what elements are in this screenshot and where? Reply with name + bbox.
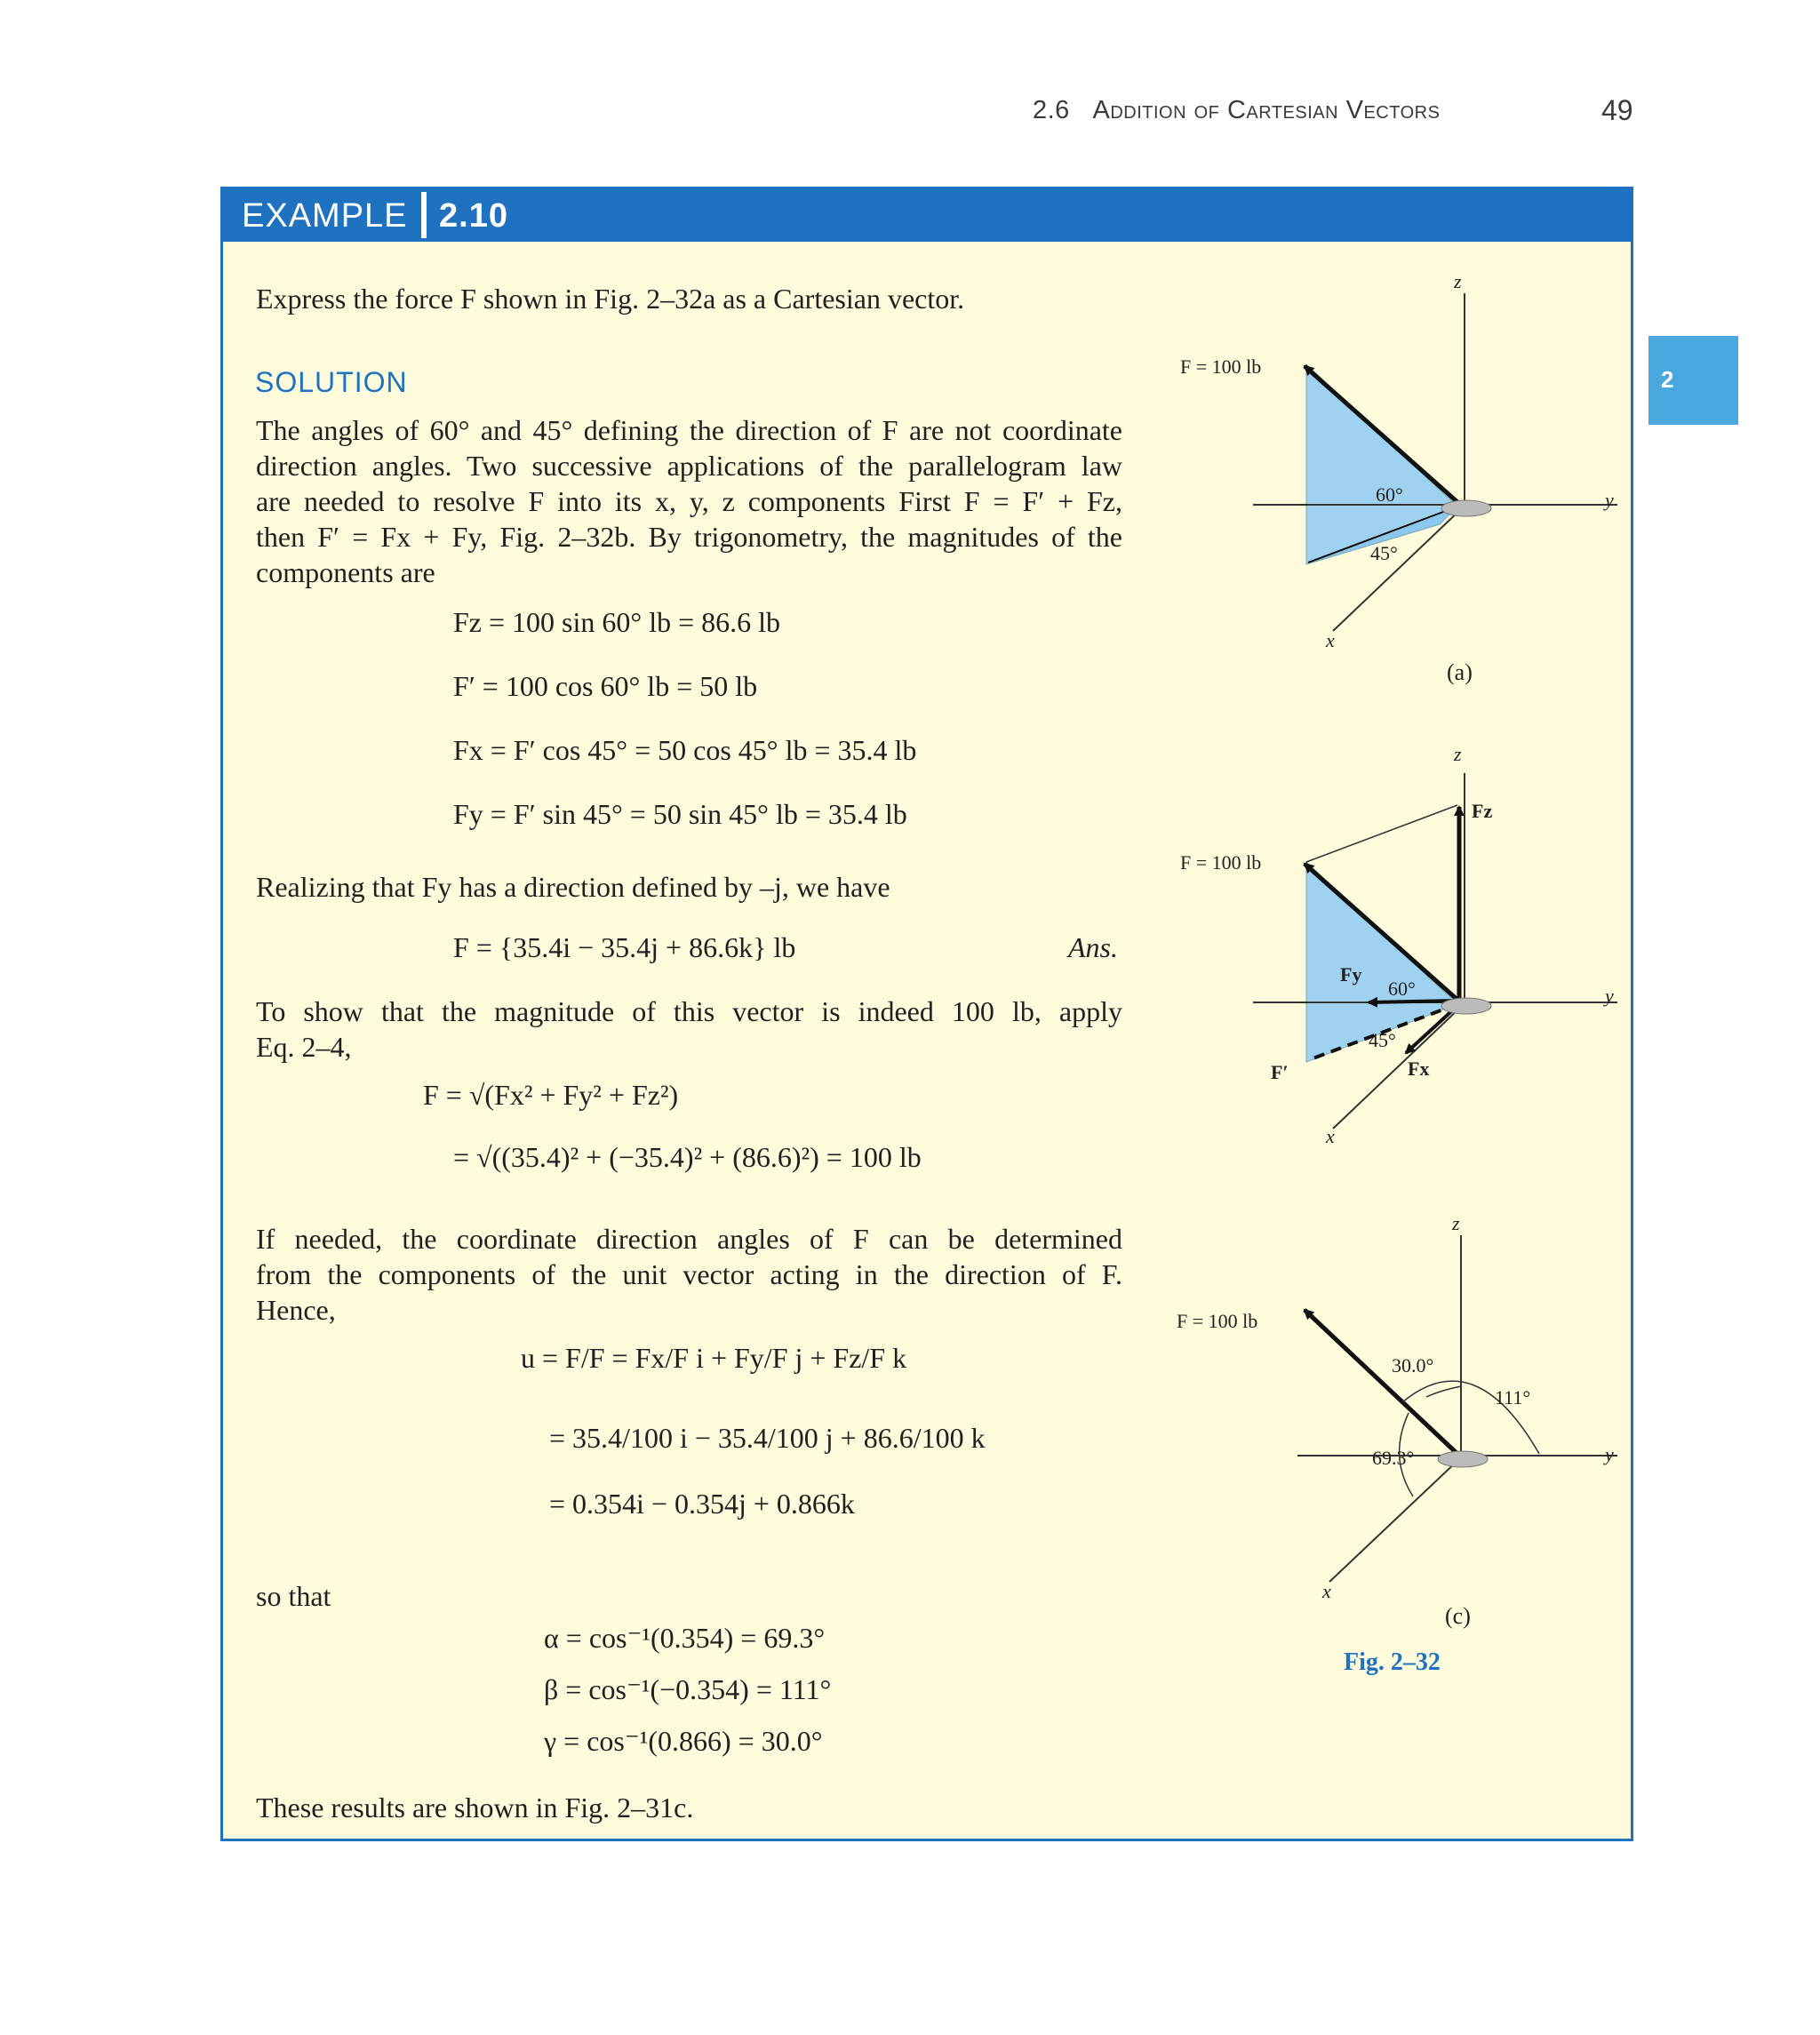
figure-c-gamma-arc bbox=[1426, 1386, 1461, 1397]
unit-vector-line3: = 0.354i − 0.354j + 0.866k bbox=[549, 1488, 855, 1520]
figure-a-z-label: z bbox=[1454, 270, 1462, 292]
figure-b bbox=[1155, 738, 1653, 1164]
angle-gamma: γ = cos⁻¹(0.866) = 30.0° bbox=[544, 1725, 823, 1757]
angle-beta: β = cos⁻¹(−0.354) = 111° bbox=[544, 1673, 832, 1705]
paragraph-line: then F′ = Fx + Fy, Fig. 2–32b. By trigonometry, the magnitudes of the bbox=[256, 521, 1122, 553]
paragraph-line: are needed to resolve F into its x, y, z components First F = F′ + Fz, bbox=[256, 485, 1122, 517]
figure-b-fy-label: Fy bbox=[1340, 963, 1362, 986]
paragraph-line: The angles of 60° and 45° defining the direction of F are not coordinate bbox=[256, 414, 1122, 446]
figure-c-label: (c) bbox=[1445, 1603, 1471, 1629]
paragraph-2: Realizing that Fy has a direction defined by –j, we have bbox=[256, 871, 890, 903]
figure-c-x-label: x bbox=[1322, 1580, 1331, 1602]
example-label: EXAMPLE bbox=[242, 197, 408, 235]
figure-a-force-label: F = 100 lb bbox=[1180, 355, 1262, 378]
example-header-bar bbox=[220, 187, 1633, 242]
page-number: 49 bbox=[1601, 94, 1633, 126]
equation-fz: Fz = 100 sin 60° lb = 86.6 lb bbox=[453, 606, 781, 638]
example-number: 2.10 bbox=[439, 197, 508, 235]
figure-b-fx-label: Fx bbox=[1408, 1057, 1430, 1080]
figure-c-beta-label: 111° bbox=[1495, 1386, 1531, 1409]
figure-c-force-arrow bbox=[1305, 1310, 1457, 1454]
figure-caption: Fig. 2–32 bbox=[1344, 1648, 1441, 1676]
equation-fx: Fx = F′ cos 45° = 50 cos 45° lb = 35.4 lb bbox=[453, 734, 917, 766]
problem-statement: Express the force F shown in Fig. 2–32a as a Cartesian vector. bbox=[256, 283, 965, 315]
so-that-text: so that bbox=[256, 1580, 331, 1612]
figure-a bbox=[1155, 267, 1653, 693]
section-number: 2.6 bbox=[1033, 96, 1070, 124]
figure-a-label: (a) bbox=[1447, 659, 1473, 685]
paragraph-line: components are bbox=[256, 556, 435, 588]
closing-text: These results are shown in Fig. 2–31c. bbox=[256, 1792, 694, 1824]
figure-c-y-label: y bbox=[1605, 1443, 1614, 1465]
equation-fy: Fy = F′ sin 45° = 50 sin 45° lb = 35.4 lb bbox=[453, 798, 907, 830]
figure-a-x-label: x bbox=[1326, 629, 1335, 651]
unit-vector-line1: u = F/F = Fx/F i + Fy/F j + Fz/F k bbox=[521, 1342, 907, 1374]
paragraph-line: Hence, bbox=[256, 1294, 336, 1326]
figure-c-alpha-label: 69.3° bbox=[1372, 1447, 1415, 1469]
chapter-tab: 2 bbox=[1648, 336, 1738, 425]
equation-fprime: F′ = 100 cos 60° lb = 50 lb bbox=[453, 670, 758, 702]
result-equation: F = {35.4i − 35.4j + 86.6k} lb bbox=[453, 931, 796, 963]
paragraph-1 bbox=[256, 412, 1122, 555]
figure-b-parallelogram-top bbox=[1306, 805, 1457, 862]
figure-b-force-label: F = 100 lb bbox=[1180, 851, 1262, 874]
figure-c-support bbox=[1438, 1451, 1488, 1467]
figure-a-y-label: y bbox=[1605, 489, 1614, 511]
section-title: Addition of Cartesian Vectors bbox=[1092, 96, 1441, 124]
paragraph-4 bbox=[256, 1221, 1122, 1292]
running-header bbox=[1033, 96, 1440, 125]
figure-b-angle-45: 45° bbox=[1369, 1029, 1396, 1051]
figure-a-angle-45: 45° bbox=[1370, 542, 1398, 564]
figure-c-force-label: F = 100 lb bbox=[1177, 1310, 1258, 1332]
figure-c-z-label: z bbox=[1452, 1212, 1460, 1234]
figure-c-x-axis bbox=[1329, 1459, 1459, 1582]
figure-b-angle-60: 60° bbox=[1388, 978, 1416, 1000]
example-divider bbox=[421, 192, 427, 238]
figure-c bbox=[1155, 1209, 1653, 1617]
paragraph-line: To show that the magnitude of this vector is indeed 100 lb, apply bbox=[256, 995, 1122, 1027]
figure-b-z-label: z bbox=[1454, 743, 1462, 765]
figure-b-y-label: y bbox=[1605, 985, 1614, 1007]
angle-alpha: α = cos⁻¹(0.354) = 69.3° bbox=[544, 1622, 826, 1654]
paragraph-line: from the components of the unit vector acting in the direction of F. bbox=[256, 1258, 1122, 1290]
figure-b-fprime-label: F′ bbox=[1271, 1061, 1289, 1083]
figure-a-angle-60: 60° bbox=[1376, 483, 1403, 506]
magnitude-equation-line1: F = √(Fx² + Fy² + Fz²) bbox=[423, 1079, 679, 1111]
paragraph-line: If needed, the coordinate direction angles of F can be determined bbox=[256, 1223, 1122, 1255]
figure-b-fz-label: Fz bbox=[1472, 800, 1493, 822]
solution-heading: SOLUTION bbox=[255, 366, 408, 398]
magnitude-equation-line2: = √((35.4)² + (−35.4)² + (86.6)²) = 100 lb bbox=[453, 1141, 922, 1173]
answer-tag: Ans. bbox=[1068, 931, 1118, 963]
paragraph-3 bbox=[256, 994, 1122, 1029]
figure-b-support bbox=[1441, 998, 1491, 1014]
figure-c-gamma-label: 30.0° bbox=[1392, 1354, 1434, 1377]
paragraph-line: Eq. 2–4, bbox=[256, 1031, 352, 1063]
figure-b-x-label: x bbox=[1326, 1125, 1335, 1147]
unit-vector-line2: = 35.4/100 i − 35.4/100 j + 86.6/100 k bbox=[549, 1422, 986, 1454]
figure-a-support bbox=[1441, 500, 1491, 516]
paragraph-line: direction angles. Two successive applications of the parallelogram law bbox=[256, 450, 1122, 482]
